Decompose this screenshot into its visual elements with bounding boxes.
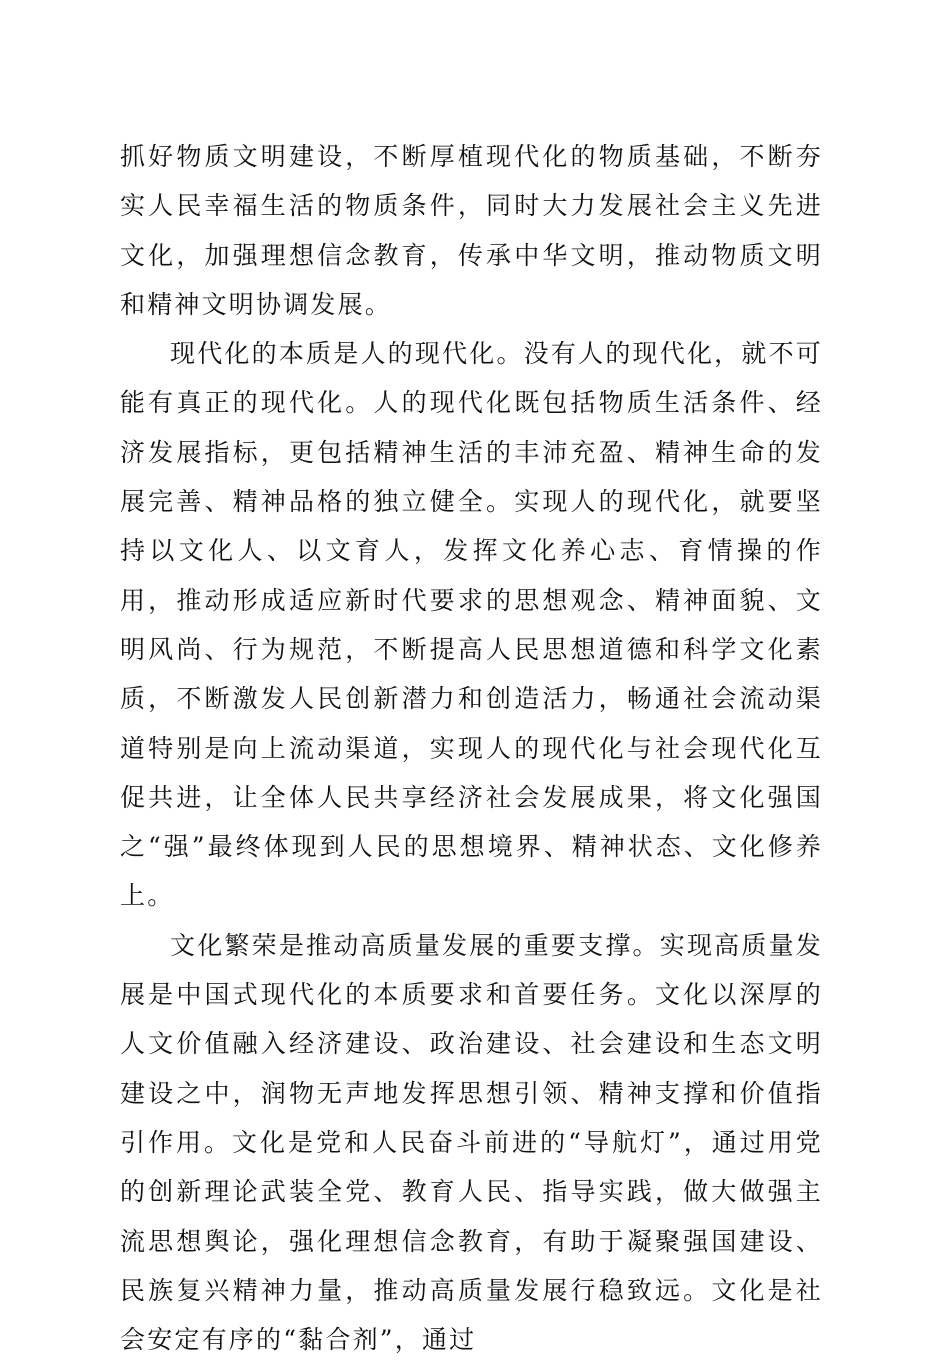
paragraph-1: 抓好物质文明建设，不断厚植现代化的物质基础，不断夯实人民幸福生活的物质条件，同时大力发展社会主义先进文化，加强理想信念教育，传承中华文明，推动物质文明和精神文明协调发展。	[120, 142, 823, 319]
paragraph-3: 文化繁荣是推动高质量发展的重要支撑。实现高质量发展是中国式现代化的本质要求和首要任务。文化以深厚的人文价值融入经济建设、政治建设、社会建设和生态文明建设之中，润物无声地发挥思想引领、精神支撑和价值指引作用。文化是党和人民奋斗前进的“导航灯”，通过用党的创新理论武装全党、教育人民、指导实践，做大做强主流思想舆论，强化理想信念教育，有助于凝聚强国建设、民族复兴精神力量，推动高质量发展行稳致远。文化是社会安定有序的“黏合剂”，通过	[120, 930, 823, 1355]
document-page	[120, 132, 823, 1364]
paragraph-2: 现代化的本质是人的现代化。没有人的现代化，就不可能有真正的现代化。人的现代化既包括物质生活条件、经济发展指标，更包括精神生活的丰沛充盈、精神生命的发展完善、精神品格的独立健全。实现人的现代化，就要坚持以文化人、以文育人，发挥文化养心志、育情操的作用，推动形成适应新时代要求的思想观念、精神面貌、文明风尚、行为规范，不断提高人民思想道德和科学文化素质，不断激发人民创新潜力和创造活力，畅通社会流动渠道特别是向上流动渠道，实现人的现代化与社会现代化互促共进，让全体人民共享经济社会发展成果，将文化强国之“强”最终体现到人民的思想境界、精神状态、文化修养上。	[120, 339, 823, 911]
